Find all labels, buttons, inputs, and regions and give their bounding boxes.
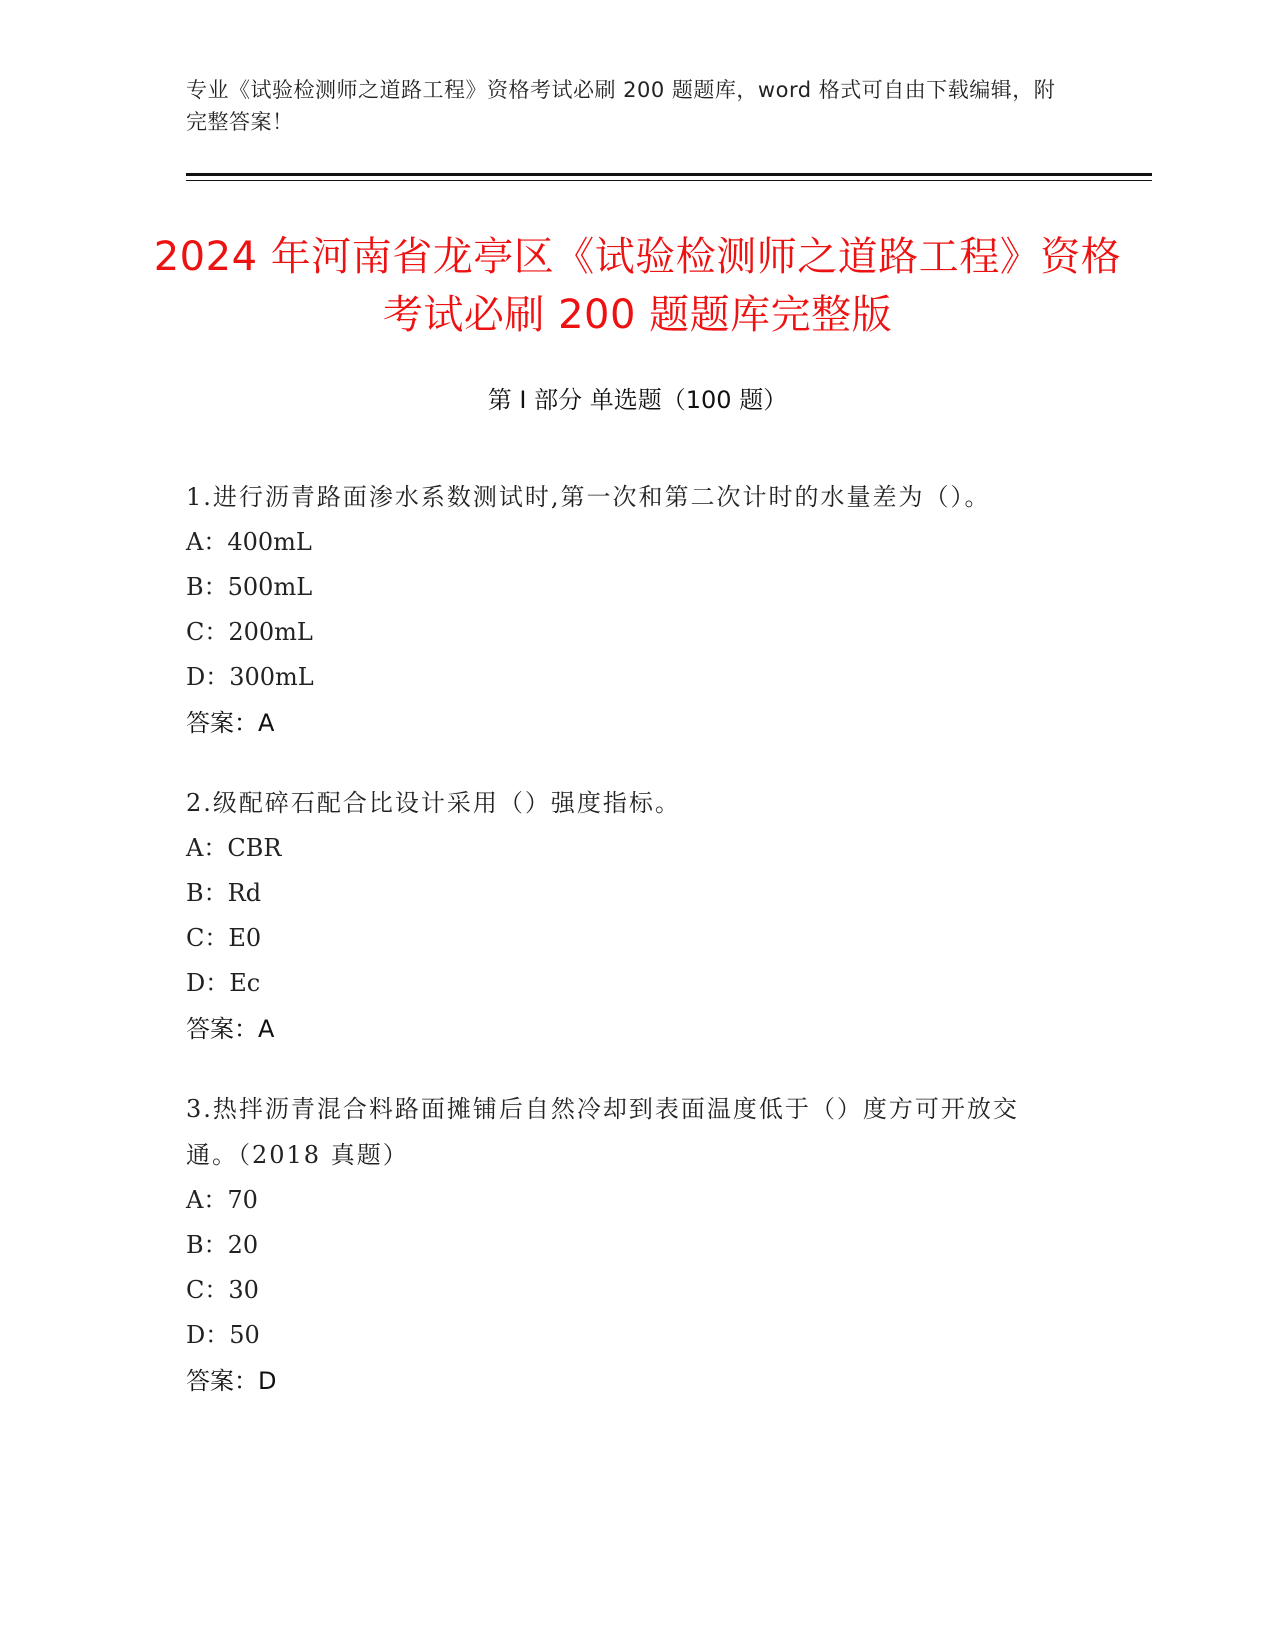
question-stem: 3.热拌沥青混合料路面摊铺后自然冷却到表面温度低于（）度方可开放交通。（2018 真题） — [186, 1095, 1019, 1169]
question-stem: 2.级配碎石配合比设计采用（）强度指标。 — [186, 789, 681, 817]
option-d: D：50 — [186, 1321, 260, 1349]
header-rule-thin — [186, 180, 1152, 181]
header-rule-thick — [186, 173, 1152, 176]
option-b: B：Rd — [186, 879, 262, 907]
document-title: 2024 年河南省龙亭区《试验检测师之道路工程》资格考试必刷 200 题题库完整版 — [153, 234, 1122, 338]
option-c: C：200mL — [186, 618, 313, 646]
option-c: C：30 — [186, 1276, 259, 1304]
option-d: D：Ec — [186, 969, 261, 997]
option-a: A：70 — [186, 1186, 258, 1214]
question-stem: 1.进行沥青路面渗水系数测试时,第一次和第二次计时的水量差为（）。 — [186, 483, 991, 511]
option-a: A：CBR — [186, 834, 282, 862]
question-1 — [186, 474, 1066, 746]
answer-line: 答案：D — [186, 1367, 277, 1395]
header-note: 专业《试验检测师之道路工程》资格考试必刷 200 题题库，word 格式可自由下载编辑，附完整答案！ — [186, 78, 1056, 134]
option-a: A：400mL — [186, 528, 312, 556]
section-heading: 第 I 部分 单选题（100 题） — [487, 386, 788, 414]
question-2 — [186, 780, 1066, 1052]
option-c: C：E0 — [186, 924, 262, 952]
answer-line: 答案：A — [186, 1015, 275, 1043]
question-3 — [186, 1086, 1066, 1404]
answer-line: 答案：A — [186, 709, 275, 737]
option-d: D：300mL — [186, 663, 314, 691]
question-list — [186, 474, 1066, 1404]
option-b: B：20 — [186, 1231, 259, 1259]
option-b: B：500mL — [186, 573, 313, 601]
